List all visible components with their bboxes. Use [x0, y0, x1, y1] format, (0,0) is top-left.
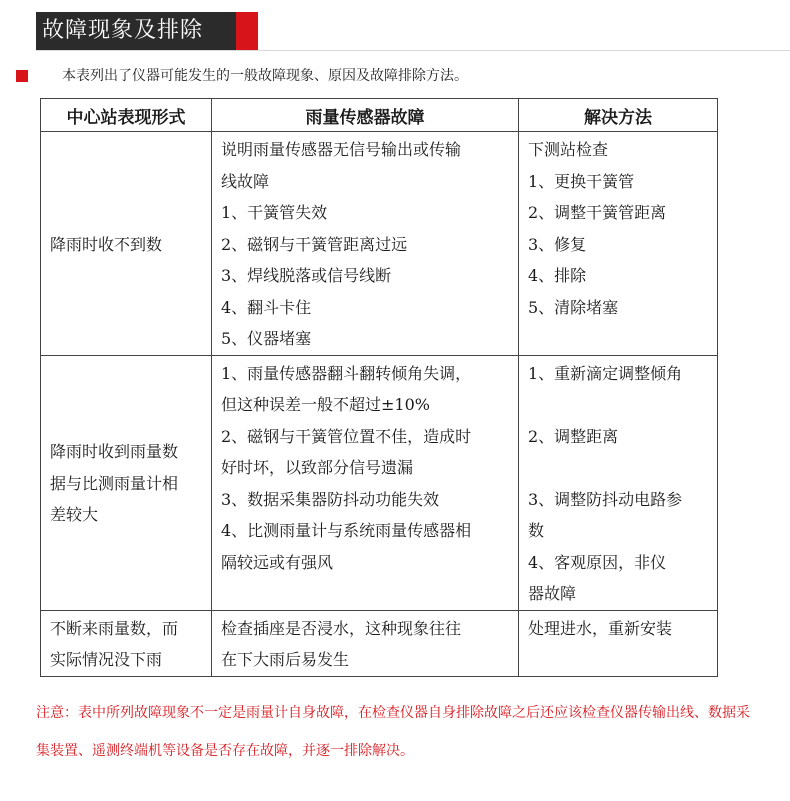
intro-text: 本表列出了仪器可能发生的一般故障现象、原因及故障排除方法。: [62, 68, 468, 84]
cause-line: 1、雨量传感器翻斗翻转倾角失调，: [221, 363, 472, 383]
symptom-line: 差较大: [50, 505, 99, 525]
cause-line: 3、数据采集器防抖动功能失效: [221, 489, 440, 509]
table-row: [41, 132, 718, 356]
symptom-cell: [41, 132, 212, 356]
header-cause: 雨量传感器故障: [212, 99, 519, 132]
solution-line: 1、更换干簧管: [528, 171, 635, 191]
cause-line: 4、比测雨量计与系统雨量传感器相: [221, 521, 472, 540]
solution-line: 1、重新滴定调整倾角: [528, 363, 683, 383]
solution-line: 3、调整防抖动电路参: [528, 489, 683, 509]
solution-line: [528, 452, 717, 484]
cause-line: 5、仪器堵塞: [221, 329, 312, 348]
table-header-row: [41, 99, 718, 132]
section-title: 故障现象及排除: [36, 12, 236, 50]
cause-line: 检查插座是否浸水，这种现象往往: [221, 618, 462, 638]
cause-line: 线故障: [221, 171, 270, 191]
cause-line: 2、磁钢与干簧管距离过远: [221, 234, 408, 254]
symptom-line: 据与比测雨量计相: [50, 473, 179, 493]
header-solution: 解决方法: [519, 99, 718, 132]
title-divider: [36, 50, 790, 51]
cause-line: 1、干簧管失效: [221, 203, 328, 222]
solution-cell: [519, 132, 718, 356]
cause-line: 隔较远或有强风: [221, 552, 334, 572]
solution-line: [528, 389, 717, 421]
cause-line: 但这种误差一般不超过±10%: [221, 395, 430, 414]
table-row: [41, 355, 718, 610]
cause-line: 3、焊线脱落或信号线断: [221, 266, 392, 285]
symptom-line: 降雨时收到雨量数: [50, 442, 179, 462]
solution-line: 4、客观原因，非仪: [528, 552, 667, 572]
cause-line: 说明雨量传感器无信号输出或传输: [221, 140, 462, 159]
header-symptom: 中心站表现形式: [41, 99, 212, 132]
cause-cell: [212, 355, 519, 610]
solution-cell: [519, 355, 718, 610]
table-row: [41, 610, 718, 676]
solution-line: 2、调整距离: [528, 426, 619, 446]
cause-cell: [212, 610, 519, 676]
symptom-line: 实际情况没下雨: [50, 650, 163, 669]
note-text: 注意：表中所列故障现象不一定是雨量计自身故障，在检查仪器自身排除故障之后还应该检查仪器传输出线、数据采集装置、遥测终端机等设备是否存在故障，并逐一排除解决。: [36, 705, 750, 759]
solution-line: 2、调整干簧管距离: [528, 203, 667, 222]
solution-line: 下测站检查: [528, 140, 609, 159]
cause-line: 在下大雨后易发生: [221, 650, 350, 669]
solution-line: 4、排除: [528, 266, 587, 285]
cause-line: 好时坏，以致部分信号遗漏: [221, 458, 414, 477]
symptom-cell: [41, 355, 212, 610]
solution-line: 处理进水，重新安装: [528, 618, 673, 638]
solution-cell: [519, 610, 718, 676]
title-accent-bar: [236, 12, 258, 50]
fault-table: [40, 98, 718, 677]
symptom-line: 降雨时收不到数: [50, 234, 163, 254]
solution-line: 3、修复: [528, 234, 587, 254]
solution-line: 5、清除堵塞: [528, 297, 619, 317]
symptom-line: 不断来雨量数，而: [50, 618, 179, 638]
cause-line: 2、磁钢与干簧管位置不佳，造成时: [221, 426, 472, 446]
cause-line: 4、翻斗卡住: [221, 297, 312, 317]
symptom-cell: [41, 610, 212, 676]
solution-line: 数: [528, 521, 545, 540]
cause-cell: [212, 132, 519, 356]
bullet-square-icon: [16, 70, 28, 82]
solution-line: 器故障: [528, 584, 577, 603]
